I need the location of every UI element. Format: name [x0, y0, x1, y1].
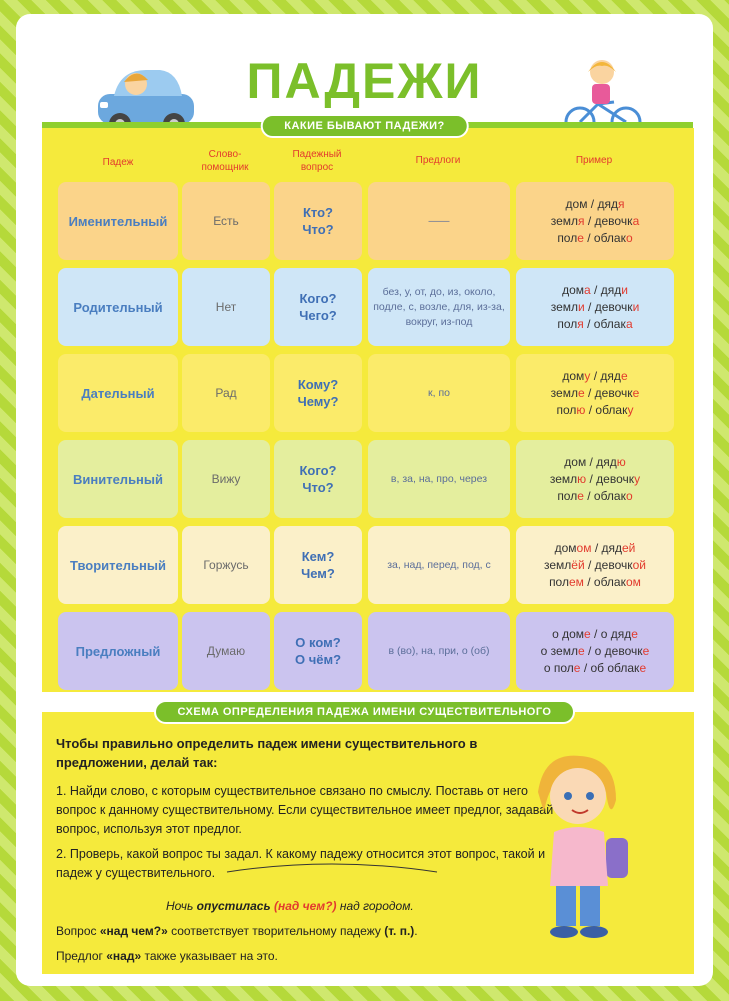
example-nominative	[516, 182, 674, 260]
case-name-nominative: Именительный	[58, 182, 178, 260]
preps-dative: к, по	[368, 354, 510, 432]
helper-dative: Рад	[182, 354, 270, 432]
preps-genitive: без, у, от, до, из, около, подле, с, возле, для, из-за, вокруг, из-под	[368, 268, 510, 346]
helper-nominative: Есть	[182, 182, 270, 260]
section-title-cases: КАКИЕ БЫВАЮТ ПАДЕЖИ?	[260, 114, 469, 138]
example-line: о доме / о дяде	[552, 626, 638, 641]
page-title: ПАДЕЖИ	[246, 53, 483, 109]
header-prepositions: Предлоги	[415, 155, 461, 166]
header-question: Падежный вопрос	[292, 149, 342, 173]
example-genitive	[516, 268, 674, 346]
preps-accusative: в, за, на, про, через	[368, 440, 510, 518]
example-line: дом / дядю	[564, 454, 626, 469]
example-line: земли / девочки	[550, 299, 640, 314]
helper-accusative: Вижу	[182, 440, 270, 518]
cases-table	[42, 128, 694, 692]
example-line: поле / облако	[557, 230, 633, 245]
example-dative	[516, 354, 674, 432]
preps-nominative: ——	[368, 182, 510, 260]
question-accusative: Кого? Что?	[274, 440, 362, 518]
case-name-dative: Дательный	[58, 354, 178, 432]
preps-prepositional: в (во), на, при, о (об)	[368, 612, 510, 690]
example-line: дома / дяди	[562, 282, 628, 297]
case-name-instrumental: Творительный	[58, 526, 178, 604]
example-line: дом / дядя	[565, 196, 625, 211]
note-1: Вопрос «над чем?» соответствует творительному падежу (т. п.).	[56, 924, 418, 938]
question-dative: Кому? Чему?	[274, 354, 362, 432]
example-line: о поле / об облаке	[543, 660, 647, 675]
example-line: земля / девочка	[550, 213, 640, 228]
example-line: о земле / о девочке	[540, 643, 650, 658]
example-prepositional	[516, 612, 674, 690]
question-prepositional: О ком? О чём?	[274, 612, 362, 690]
example-arrow	[217, 860, 447, 874]
example-line: полем / облаком	[549, 574, 641, 589]
helper-instrumental: Горжусь	[182, 526, 270, 604]
question-genitive: Кого? Чего?	[274, 268, 362, 346]
case-name-prepositional: Предложный	[58, 612, 178, 690]
example-sentence: Ночь опустилась (над чем?) над городом.	[166, 899, 414, 913]
example-line: земле / девочке	[550, 385, 640, 400]
step-1: 1. Найди слово, с которым существительное связано по смыслу. Поставь от него вопрос к данному существительному. Если существительное имеет предлог, задавай вопрос, используя этот предлог.	[56, 784, 554, 836]
example-line: землёй / девочкой	[543, 557, 647, 572]
note-2: Предлог «над» также указывает на это.	[56, 949, 278, 963]
instructions-lead: Чтобы правильно определить падеж имени существительного в предложении, делай так:	[56, 736, 478, 770]
example-line: полю / облаку	[556, 402, 634, 417]
example-line: дому / дяде	[562, 368, 628, 383]
header-case: Падеж	[102, 157, 134, 168]
case-name-accusative: Винительный	[58, 440, 178, 518]
example-accusative	[516, 440, 674, 518]
walking-girl-illustration	[510, 752, 640, 942]
header-example: Пример	[575, 155, 613, 166]
example-instrumental	[516, 526, 674, 604]
helper-prepositional: Думаю	[182, 612, 270, 690]
example-line: поле / облако	[557, 488, 633, 503]
section-title-scheme: СХЕМА ОПРЕДЕЛЕНИЯ ПАДЕЖА ИМЕНИ СУЩЕСТВИТЕЛЬНОГО	[154, 700, 576, 724]
case-name-genitive: Родительный	[58, 268, 178, 346]
example-line: поля / облака	[557, 316, 633, 331]
preps-instrumental: за, над, перед, под, с	[368, 526, 510, 604]
step-2: 2. Проверь, какой вопрос ты задал. К какому падежу относится этот вопрос, такой и падеж у существительного.	[56, 847, 546, 880]
question-instrumental: Кем? Чем?	[274, 526, 362, 604]
example-line: землю / девочку	[549, 471, 641, 486]
header-helper: Слово- помощник	[201, 149, 249, 173]
helper-genitive: Нет	[182, 268, 270, 346]
question-nominative: Кто? Что?	[274, 182, 362, 260]
example-line: домом / дядей	[554, 540, 636, 555]
